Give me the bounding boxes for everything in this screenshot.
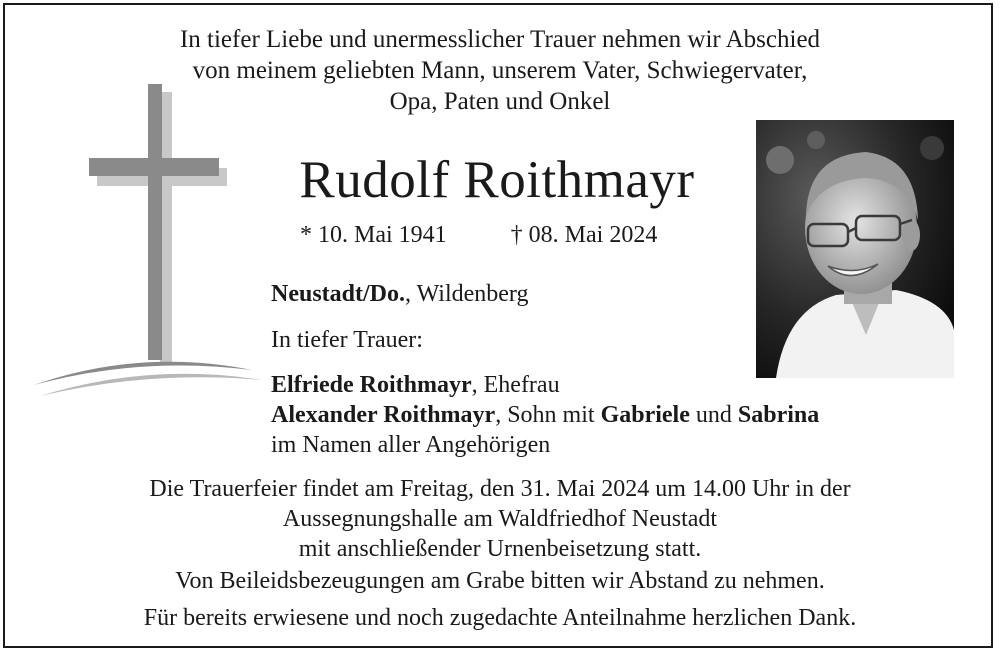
family-line	[271, 400, 819, 430]
ceremony-line: Aussegnungshalle am Waldfriedhof Neustadt	[282, 506, 718, 532]
residence-rest: , Wildenberg	[405, 281, 529, 307]
intro-line: In tiefer Liebe und unermesslicher Trauer nehmen wir Abschied	[179, 26, 821, 53]
family-relation: und	[689, 402, 738, 428]
family-name: Gabriele	[600, 402, 690, 428]
ceremony-line: mit anschließender Urnenbeisetzung statt.	[298, 536, 702, 562]
family-line	[271, 370, 819, 400]
family-relation: , Ehefrau	[471, 372, 560, 398]
family-name: Elfriede Roithmayr	[271, 372, 472, 398]
intro-line: Opa, Paten und Onkel	[389, 88, 611, 115]
cross-icon	[30, 80, 270, 410]
ceremony-line: Von Beileidsbezeugungen am Grabe bitten wir Abstand zu nehmen.	[175, 568, 825, 594]
deceased-name: Rudolf Roithmayr	[299, 151, 695, 209]
family-list	[271, 370, 819, 460]
family-line: im Namen aller Angehörigen	[271, 432, 551, 458]
life-dates	[300, 220, 657, 250]
residence-town: Neustadt/Do.	[271, 281, 406, 307]
birth-date: * 10. Mai 1941	[300, 222, 447, 248]
family-relation: , Sohn mit	[495, 402, 601, 428]
thanks-text: Für bereits erwiesene und noch zugedachte Anteilnahme herzlichen Dank.	[143, 605, 857, 631]
intro-line: von meinem geliebten Mann, unserem Vater, Schwiegervater,	[192, 57, 808, 84]
ceremony-text	[0, 474, 1000, 596]
family-name: Sabrina	[737, 402, 820, 428]
ceremony-line: Die Trauerfeier findet am Freitag, den 31. Mai 2024 um 14.00 Uhr in der	[149, 476, 851, 502]
mourning-label: In tiefer Trauer:	[271, 327, 423, 353]
family-name: Alexander Roithmayr	[271, 402, 496, 428]
portrait-photo	[756, 120, 954, 378]
residence	[271, 279, 528, 309]
death-date: † 08. Mai 2024	[510, 222, 658, 248]
